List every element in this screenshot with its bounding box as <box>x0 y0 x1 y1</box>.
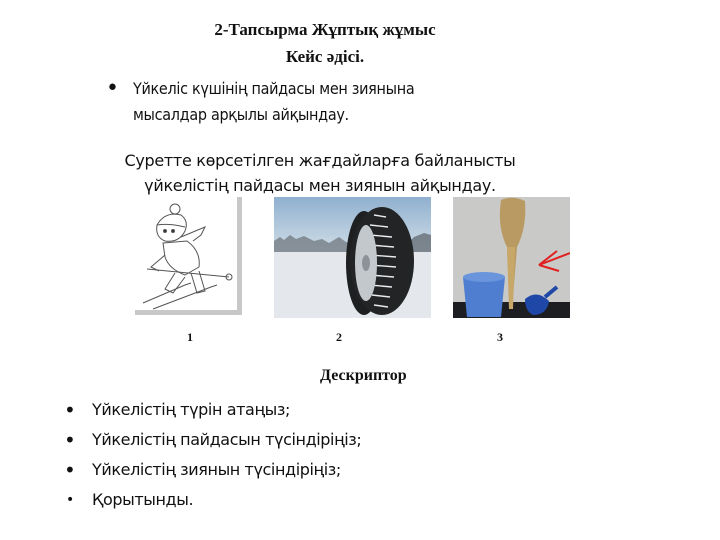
descriptor-item-text: Қорытынды. <box>92 490 194 509</box>
task-line-1: Үйкеліс күшінің пайдасы мен зиянына <box>133 79 415 98</box>
task-text <box>133 76 414 128</box>
descriptor-title: Дескриптор <box>320 367 407 384</box>
picture-label-2: 2 <box>336 330 342 344</box>
task-line-2: мысалдар арқылы айқындау. <box>133 105 349 124</box>
bullet-icon: • <box>64 398 76 422</box>
instruction-text <box>90 148 550 198</box>
picture-label-3: 3 <box>497 330 503 344</box>
slide-subtitle: Кейс әдісі. <box>285 47 365 66</box>
descriptor-item-text: Үйкелістің зиянын түсіндіріңіз; <box>92 460 341 479</box>
task-bullet: • <box>106 76 119 101</box>
broom-photo <box>453 197 570 318</box>
picture-skier <box>135 197 245 318</box>
descriptor-item <box>62 485 361 515</box>
descriptor-item-text: Үйкелістің түрін атаңыз; <box>92 400 290 419</box>
instruction-line-2: үйкелістің пайдасы мен зиянын айқындау. <box>144 176 496 195</box>
picture-winter-tire <box>274 197 431 318</box>
slide-title: 2-Тапсырма Жұптық жұмыс <box>214 20 436 39</box>
descriptor-item <box>62 425 361 455</box>
skier-illustration <box>135 197 245 318</box>
descriptor-list <box>62 395 361 515</box>
bullet-icon: • <box>64 428 76 452</box>
picture-label-1: 1 <box>187 330 193 344</box>
instruction-line-1: Суретте көрсетілген жағдайларға байланысты <box>124 151 516 170</box>
picture-broom-bucket <box>453 197 570 318</box>
descriptor-item <box>62 395 361 425</box>
bullet-icon: • <box>66 492 74 508</box>
tire-photo <box>274 197 431 318</box>
descriptor-item <box>62 455 361 485</box>
bullet-icon: • <box>64 458 76 482</box>
descriptor-item-text: Үйкелістің пайдасын түсіндіріңіз; <box>92 430 362 449</box>
